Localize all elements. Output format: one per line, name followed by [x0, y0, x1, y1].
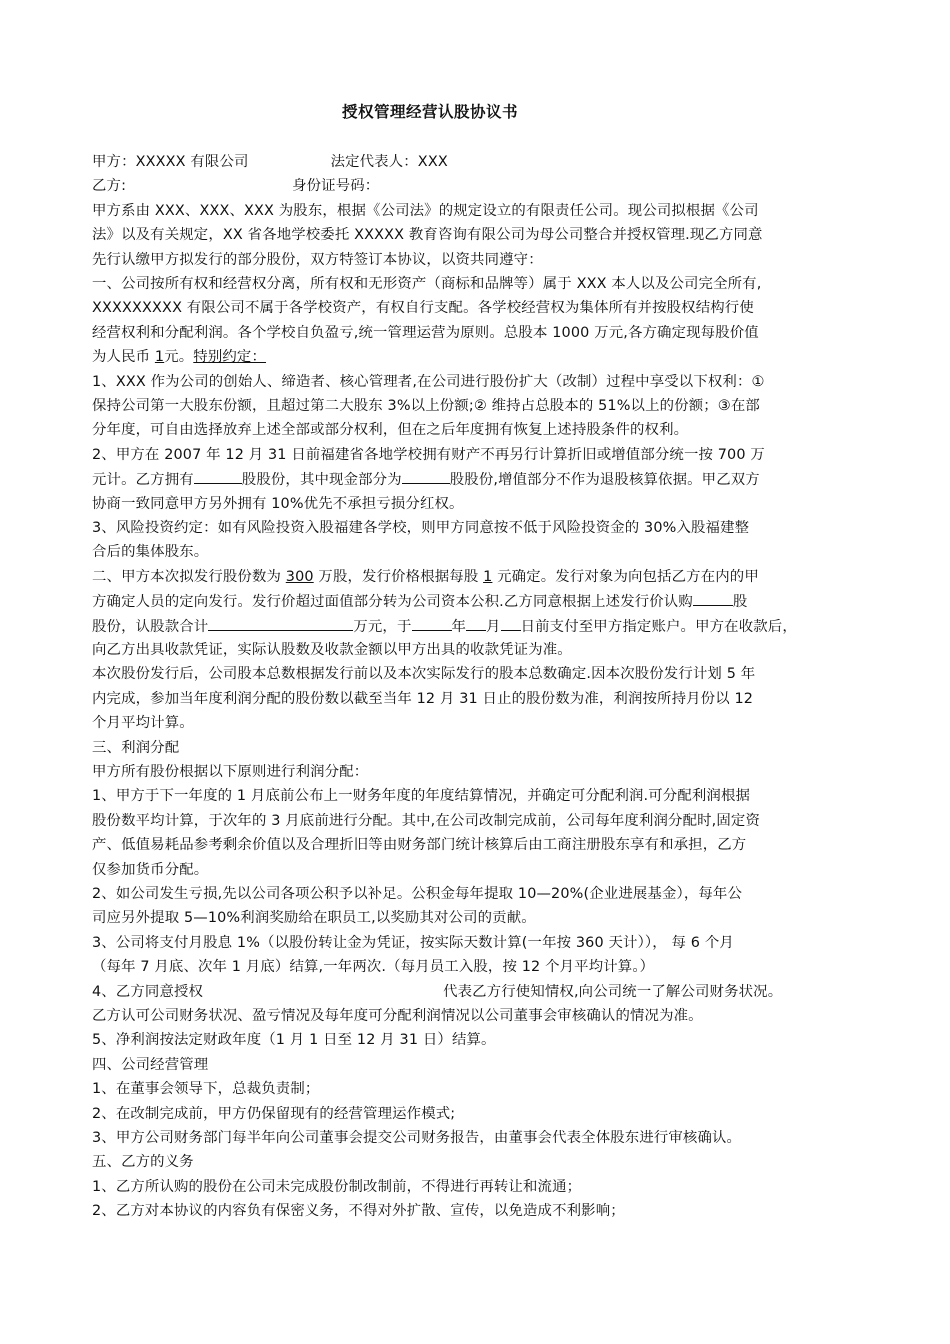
text-line	[92, 688, 753, 710]
text-segment: 个月平均计算。	[92, 715, 194, 732]
text-line	[92, 322, 759, 344]
text-segment: 五、乙方的义务	[92, 1154, 194, 1171]
text-segment: 股份数平均计算，于次年的 3 月底前进行分配。其中,在公司改制完成前，公司每年度利润分配时,固定资	[92, 812, 760, 829]
fill-in-blank	[402, 468, 450, 484]
text-segment: XXXXXXXXX 有限公司不属于各学校资产，有权自行支配。各学校经营权为集体所有并按股权结构行使	[92, 300, 754, 317]
text-segment: 协商一致同意甲方另外拥有 10%优先不承担亏损分红权。	[92, 495, 464, 512]
text-line	[92, 932, 734, 954]
fill-in-blank	[693, 590, 733, 606]
text-segment: （每年 7 月底、次年 1 月底）结算,一年两次.（每月员工入股，按 12 个月平均计算。）	[92, 959, 655, 976]
underlined-text: 1	[154, 349, 165, 366]
text-line	[92, 810, 760, 832]
text-segment: 仅参加货币分配。	[92, 861, 209, 878]
text-line	[92, 468, 760, 491]
text-segment: 3、甲方公司财务部门每半年向公司董事会提交公司财务报告，由董事会代表全体股东进行审核确认。	[92, 1130, 742, 1146]
text-segment: 2、甲方在 2007 年 12 月 31 日前福建省各地学校拥有财产不再另行计算折旧或增值部分统一按 700 万	[92, 446, 765, 463]
text-line	[92, 151, 448, 173]
text-segment: 年	[451, 618, 467, 635]
text-segment: 为人民币	[92, 349, 155, 366]
fill-in-blank	[208, 615, 353, 631]
text-segment: 一、公司按所有权和经营权分离，所有权和无形资产（商标和品牌等）属于 XXX 本人以及公司完全所有,	[92, 276, 762, 292]
text-segment: 股股份，其中现金部分为	[241, 472, 402, 489]
text-line	[92, 956, 654, 978]
text-line	[92, 1176, 581, 1198]
text-line	[92, 1103, 455, 1125]
text-segment: 3、公司将支付月股息 1%（以股份转让金为凭证，按实际天数计算(一年按 360 天计））， 每 6 个月	[92, 934, 734, 951]
fill-in-blank	[194, 468, 242, 484]
text-line	[92, 493, 464, 515]
text-segment: 司应另外提取 5—10%利润奖励给在职员工,以奖励其对公司的贡献。	[92, 910, 536, 927]
text-line	[92, 444, 765, 466]
text-line	[92, 395, 760, 417]
text-line	[92, 639, 572, 661]
text-line	[92, 200, 759, 222]
text-segment: 三、利润分配	[92, 739, 180, 756]
text-line	[92, 249, 543, 271]
text-line	[92, 566, 759, 588]
text-segment: 先行认缴甲方拟发行的部分股份，双方特签订本协议，以资共同遵守：	[92, 251, 543, 268]
text-segment: 1、甲方于下一年度的 1 月底前公布上一财务年度的年度结算情况，并确定可分配利润.可分配利润根据	[92, 788, 751, 805]
text-line	[92, 883, 742, 905]
text-segment: 2、如公司发生亏损,先以公司各项公积予以补足。公积金每年提取 10—20%(企业进展基金），每年公	[92, 886, 742, 902]
text-line	[92, 981, 782, 1003]
text-segment: 股股份,增值部分不作为退股核算依据。甲乙双方	[449, 472, 760, 489]
text-segment: 元确定。发行对象为向包括乙方在内的甲	[492, 568, 759, 585]
text-segment: 元计。乙方拥有	[92, 472, 194, 489]
underlined-text: 特别约定：	[193, 349, 267, 366]
text-segment: 代表乙方行使知情权,向公司统一了解公司财务状况。	[443, 983, 783, 1000]
text-segment: 合后的集体股东。	[92, 544, 209, 561]
underlined-text: 300	[285, 568, 314, 585]
text-line	[92, 517, 749, 539]
text-segment: 本次股份发行后，公司股本总数根据发行前以及本次实际发行的股本总数确定.因本次股份发行计划 5 年	[92, 666, 756, 683]
text-segment: 二、甲方本次拟发行股份数为	[92, 568, 286, 585]
text-segment: 1、XXX 作为公司的创始人、缔造者、核心管理者,在公司进行股份扩大（改制）过程中享受以下权利：①	[92, 373, 765, 390]
text-line	[92, 1127, 741, 1149]
text-line	[92, 1029, 496, 1051]
text-line	[92, 590, 747, 613]
text-segment: 2、在改制完成前，甲方仍保留现有的经营管理运作模式;	[92, 1105, 456, 1122]
text-line	[92, 541, 208, 563]
text-line	[92, 297, 754, 319]
text-line	[92, 273, 761, 295]
underlined-text: 1	[483, 568, 493, 585]
text-segment: 1、乙方所认购的股份在公司未完成股份制改制前，不得进行再转让和流通；	[92, 1178, 582, 1195]
text-line	[92, 785, 750, 807]
text-segment: 万股，发行价格根据每股	[313, 568, 484, 585]
text-line	[92, 907, 536, 929]
text-segment: 月	[486, 618, 501, 635]
text-segment: 甲方系由 XXX、XXX、XXX 为股东，根据《公司法》的规定设立的有限责任公司。现公司拟根据《公司	[92, 202, 759, 219]
text-segment: 4、乙方同意授权	[92, 983, 204, 1000]
text-line	[92, 346, 266, 368]
fill-in-blank	[412, 615, 452, 631]
text-segment: 股份，认股款合计	[92, 618, 209, 635]
text-line	[92, 419, 688, 441]
text-line	[92, 1078, 319, 1100]
text-segment: 产、低值易耗品参考剩余价值以及合理折旧等由财务部门统计核算后由工商注册股东享有和承担，乙方	[92, 837, 747, 854]
text-line	[92, 834, 746, 856]
text-segment: 法定代表人：XXX	[330, 154, 448, 170]
text-line	[92, 712, 194, 734]
text-line	[92, 615, 797, 638]
text-segment: 甲方：XXXXX 有限公司	[92, 154, 249, 170]
text-segment: 乙方认可公司财务状况、盈亏情况及每年度可分配利润情况以公司董事会审核确认的情况为准。	[92, 1008, 703, 1024]
text-line	[92, 224, 763, 246]
text-line	[92, 761, 368, 783]
text-segment: 向乙方出具收款凭证，实际认股数及收款金额以甲方出具的收款凭证为准。	[92, 642, 572, 658]
text-segment: 股	[732, 594, 748, 611]
text-segment: 日前支付至甲方指定账户。甲方在收款后，	[520, 618, 797, 635]
text-line	[92, 737, 179, 759]
text-segment: 保持公司第一大股东份额，且超过第二大股东 3%以上份额;② 维持占总股本的 51%以上的份额；③在部	[92, 398, 760, 414]
text-segment: 5、净利润按法定财政年度（1 月 1 日至 12 月 31 日）结算。	[92, 1032, 496, 1049]
text-segment: 分年度，可自由选择放弃上述全部或部分权利，但在之后年度拥有恢复上述持股条件的权利。	[92, 422, 689, 439]
fill-in-blank	[501, 615, 521, 631]
text-line	[92, 1200, 625, 1222]
text-segment: 身份证号码：	[292, 178, 380, 195]
text-line	[92, 1054, 208, 1076]
text-segment: 四、公司经营管理	[92, 1056, 209, 1073]
text-line	[92, 1005, 703, 1027]
text-segment: 乙方:	[92, 178, 127, 195]
text-segment: 1、在董事会领导下，总裁负责制；	[92, 1081, 320, 1098]
text-line	[92, 371, 765, 393]
fill-in-blank	[466, 615, 486, 631]
text-segment: 经营权利和分配利润。各个学校自负盈亏,统一管理运营为原则。总股本 1000 万元,各方确定现每股价值	[92, 324, 759, 341]
text-line	[92, 175, 379, 197]
text-line	[92, 859, 208, 881]
text-line	[92, 1151, 194, 1173]
text-segment: 方确定人员的定向发行。发行价超过面值部分转为公司资本公积.乙方同意根据上述发行价认购	[92, 594, 693, 611]
text-segment: 2、乙方对本协议的内容负有保密义务，不得对外扩散、宣传，以免造成不利影响；	[92, 1203, 625, 1220]
text-segment: 3、风险投资约定：如有风险投资入股福建各学校，则甲方同意按不低于风险投资金的 30%入股福建整	[92, 520, 750, 536]
text-line	[92, 663, 755, 685]
text-segment: 甲方所有股份根据以下原则进行利润分配：	[92, 764, 369, 780]
text-segment: 万元，于	[353, 618, 412, 635]
text-segment: 法》以及有关规定，XX 省各地学校委托 XXXXX 教育咨询有限公司为母公司整合并授权管理.现乙方同意	[92, 227, 763, 244]
text-segment: 元。	[164, 349, 194, 366]
document-title: 授权管理经营认股协议书	[341, 103, 518, 121]
text-segment: 内完成，参加当年度利润分配的股份数以截至当年 12 月 31 日止的股份数为准，利润按所持月份以 12	[92, 690, 754, 707]
